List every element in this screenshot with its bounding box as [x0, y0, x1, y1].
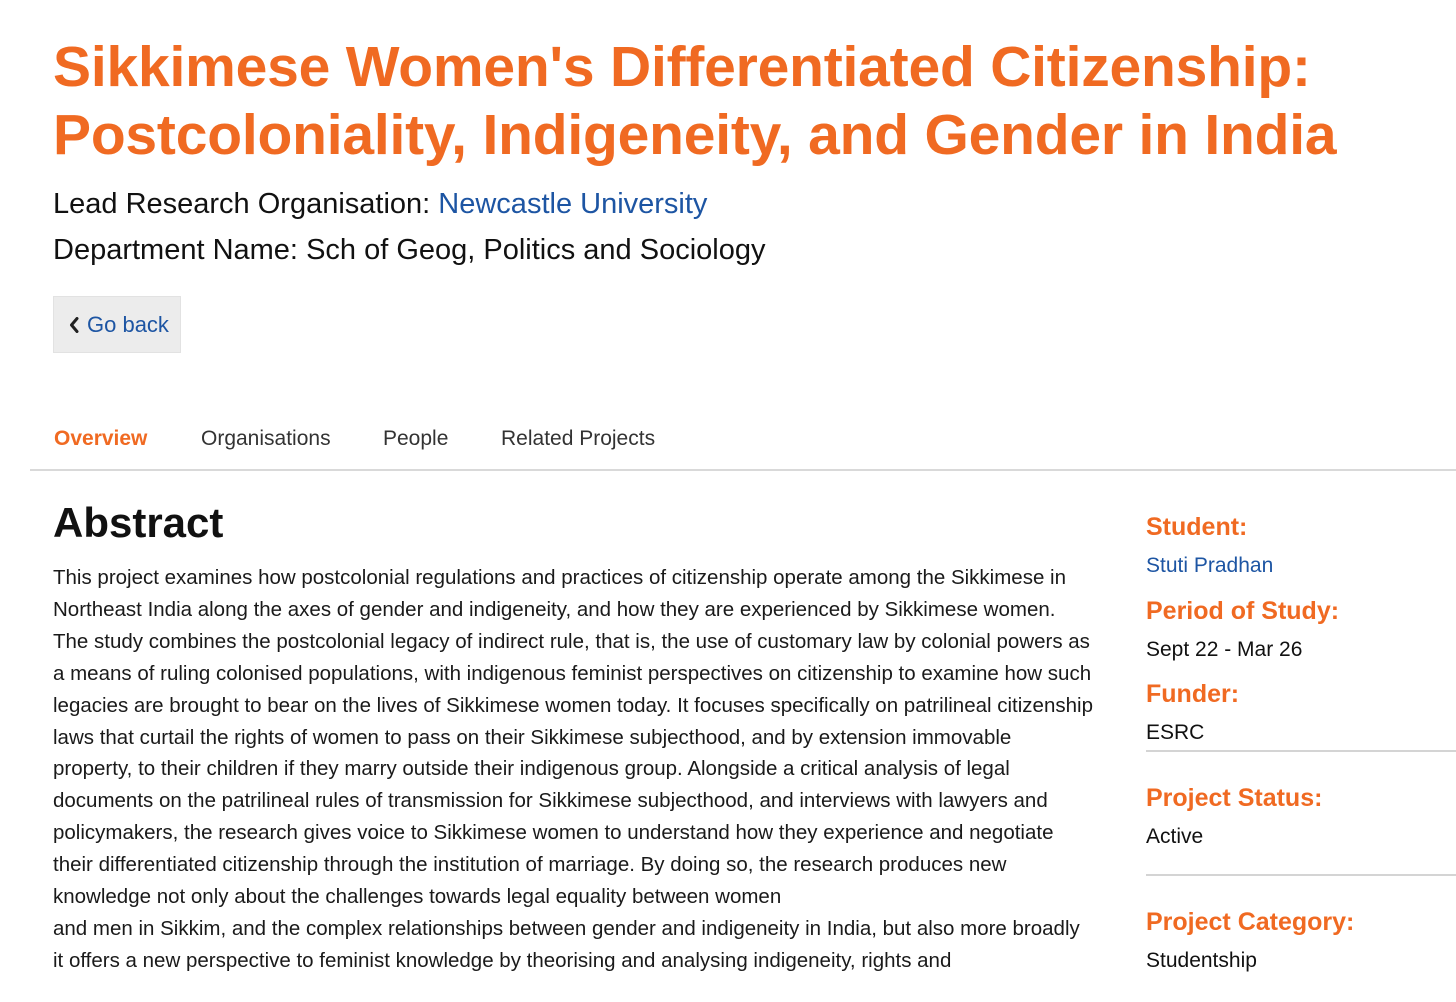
tab-related-projects[interactable]: Related Projects	[501, 427, 656, 450]
page-title: Sikkimese Women's Differentiated Citizenship: Postcoloniality, Indigeneity, and Gender in India	[53, 35, 1337, 167]
department-value: Sch of Geog, Politics and Sociology	[306, 234, 766, 266]
project-category-value: Studentship	[1146, 949, 1257, 972]
student-label: Student:	[1146, 513, 1248, 541]
go-back-label: Go back	[87, 311, 169, 337]
department-line	[53, 232, 766, 268]
project-status-value: Active	[1146, 825, 1204, 848]
tab-people[interactable]: People	[383, 427, 449, 450]
period-of-study-value: Sept 22 - Mar 26	[1146, 638, 1303, 661]
department-label: Department Name:	[53, 234, 298, 266]
chevron-left-icon	[69, 317, 79, 333]
sidebar-divider	[1146, 874, 1456, 876]
funder-label: Funder:	[1146, 680, 1240, 708]
lead-organisation-label: Lead Research Organisation:	[53, 188, 431, 220]
abstract-paragraph: This project examines how postcolonial regulations and practices of citizenship operate among the Sikkimese in Northeast India along the axes of gender and indigeneity, and how they are experienced by Sikkimese women. The study combines the postcolonial legacy of indirect rule, that is, the use of customary law by colonial powers as a means of ruling colonised populations, with indigenous feminist perspectives on citizenship to examine how such legacies are brought to bear on the lives of Sikkimese women today. It focuses specifically on patrilineal citizenship laws that curtail the rights of women to pass on their Sikkimese subjecthood, and by extension immovable property, to their children if they marry outside their indigenous group. Alongside a critical analysis of legal documents on the patrilineal rules of transmission for Sikkimese subjecthood, and interviews with lawyers and policymakers, the research gives voice to Sikkimese women to understand how they experience and negotiate their differentiated citizenship through the institution of marriage. By doing so, the research produces new knowledge not only about the challenges towards legal equality between women	[53, 566, 1093, 909]
tab-overview[interactable]: Overview	[54, 427, 148, 450]
abstract-body	[53, 562, 1093, 977]
go-back-button[interactable]	[53, 296, 181, 353]
sidebar-divider	[1146, 750, 1456, 752]
student-link[interactable]: Stuti Pradhan	[1146, 554, 1274, 577]
project-category-label: Project Category:	[1146, 908, 1355, 936]
lead-organisation-link[interactable]: Newcastle University	[438, 188, 708, 220]
tab-bar	[30, 420, 1456, 471]
lead-organisation-line	[53, 186, 707, 222]
period-of-study-label: Period of Study:	[1146, 597, 1340, 625]
tab-organisations[interactable]: Organisations	[201, 427, 331, 450]
funder-value: ESRC	[1146, 721, 1205, 744]
abstract-paragraph: and men in Sikkim, and the complex relationships between gender and indigeneity in India, but also more broadly it offers a new perspective to feminist knowledge by theorising and analysing indigeneity, rights and	[53, 916, 1080, 972]
project-status-label: Project Status:	[1146, 784, 1323, 812]
abstract-heading: Abstract	[53, 499, 224, 546]
